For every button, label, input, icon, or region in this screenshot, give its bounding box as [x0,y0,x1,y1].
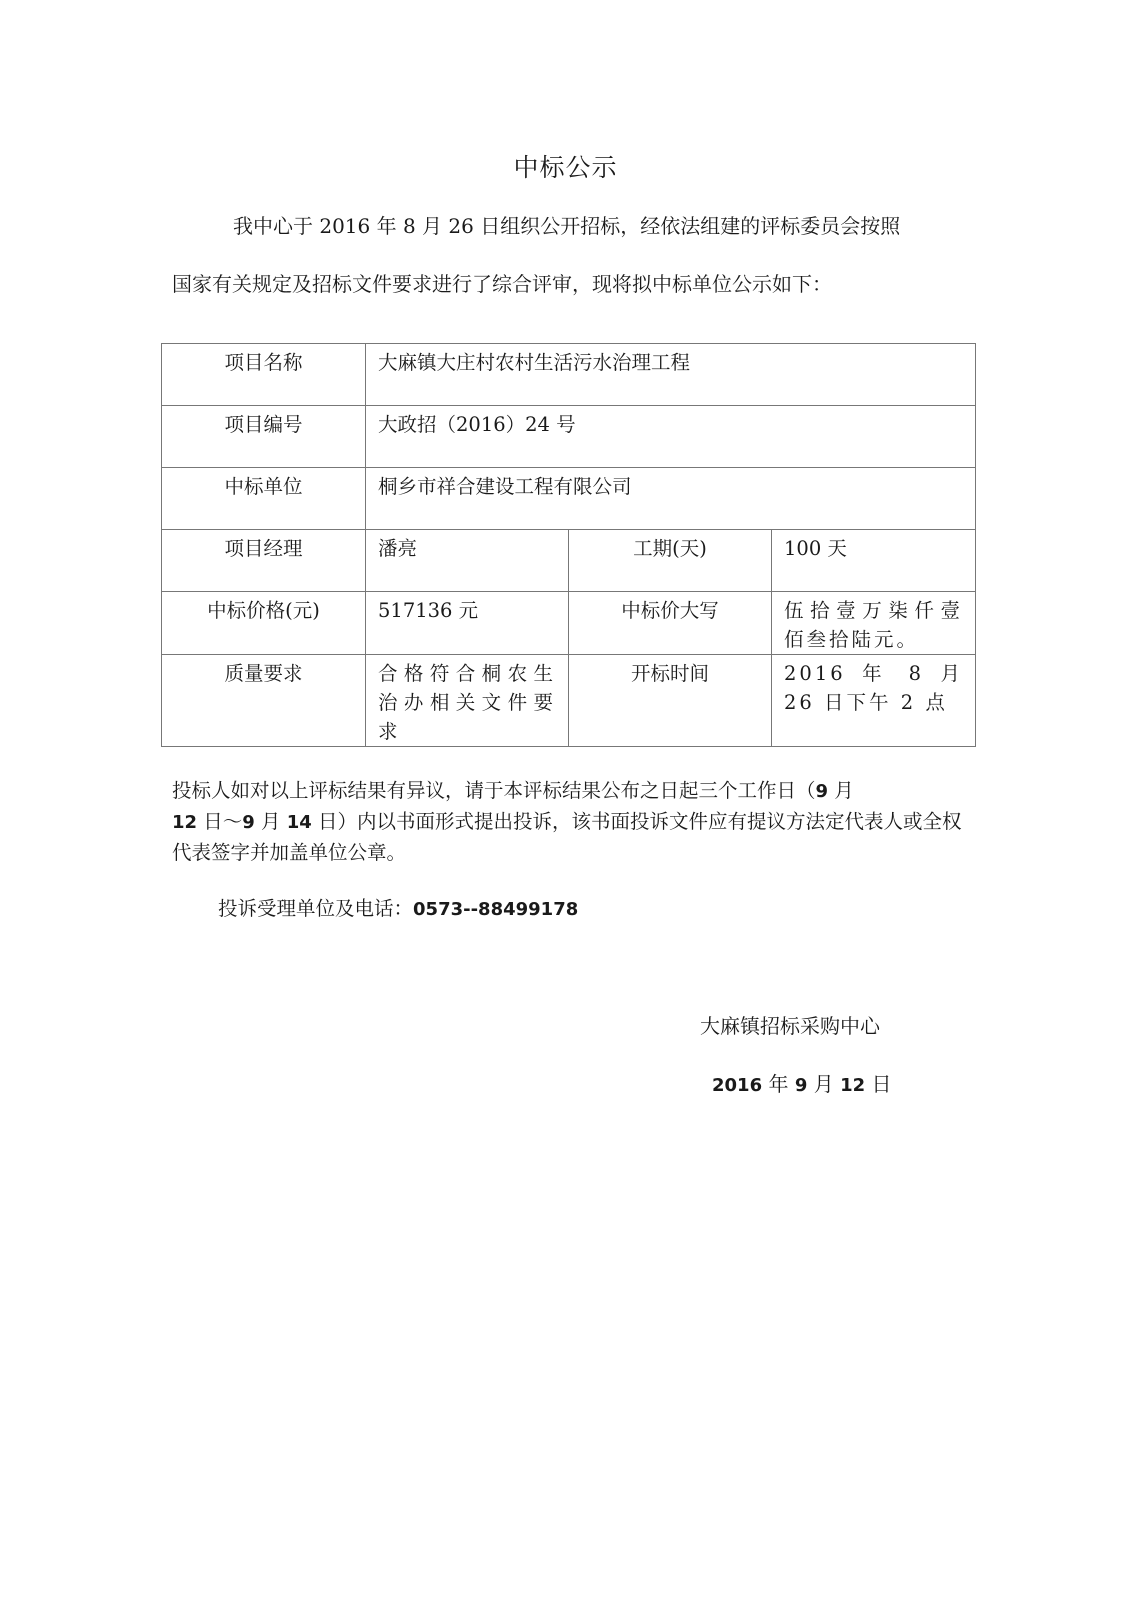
page-title: 中标公示 [513,153,618,182]
price-caps-value: 伍拾壹万柒仟壹佰叁拾陆元。 [772,592,976,655]
date-unit: 日 [865,1072,892,1096]
table-row [162,592,976,655]
date-month: 9 [794,1075,808,1096]
table-row [162,468,976,530]
issuer-name: 大麻镇招标采购中心 [700,1014,880,1038]
table-row [162,530,976,592]
notice-date-part: 12 [172,812,198,833]
price-caps-label: 中标价大写 [569,592,772,655]
manager-value: 潘亮 [366,530,569,592]
duration-label: 工期(天) [569,530,772,592]
project-name-label: 项目名称 [162,344,366,406]
intro-line-1: 我中心于 2016 年 8 月 26 日组织公开招标，经依法组建的评标委员会按照 [233,214,901,238]
notice-text: 日）内以书面形式提出投诉，该书面投诉文件应有提议方法定代表人或全权代表签字并加盖单位公章。 [172,810,962,864]
table-row [162,406,976,468]
notice-text: 月 [828,779,854,802]
quality-value: 合格符合桐农生治办相关文件要求 [366,655,569,747]
notice-text: 月 [254,810,287,833]
objection-notice [172,776,968,868]
quality-label: 质量要求 [162,655,366,747]
notice-date-part: 9 [242,812,255,833]
issue-date [712,1068,892,1097]
bid-info-table [161,343,976,747]
notice-date-part: 14 [286,812,312,833]
project-no-value: 大政招（2016）24 号 [366,406,976,468]
complaint-phone: 0573--88499178 [413,899,579,920]
date-year: 2016 [712,1075,763,1096]
date-unit: 年 [762,1072,795,1096]
manager-label: 项目经理 [162,530,366,592]
open-time-value: 2016 年 8 月 26 日下午 2 点 [772,655,976,747]
table-row [162,655,976,747]
price-value: 517136 元 [366,592,569,655]
winner-value: 桐乡市祥合建设工程有限公司 [366,468,976,530]
notice-text: 投标人如对以上评标结果有异议，请于本评标结果公布之日起三个工作日（ [172,779,816,802]
date-unit: 月 [807,1072,841,1096]
open-time-label: 开标时间 [569,655,772,747]
notice-date-part: 9 [815,781,829,802]
complaint-label: 投诉受理单位及电话： [218,897,414,920]
price-label: 中标价格(元) [162,592,366,655]
date-day: 12 [840,1075,866,1096]
table-row [162,344,976,406]
complaint-contact [218,893,578,921]
notice-text: 日～ [197,810,243,833]
duration-value: 100 天 [772,530,976,592]
project-name-value: 大麻镇大庄村农村生活污水治理工程 [366,344,976,406]
intro-line-2: 国家有关规定及招标文件要求进行了综合评审，现将拟中标单位公示如下： [172,272,832,296]
project-no-label: 项目编号 [162,406,366,468]
winner-label: 中标单位 [162,468,366,530]
